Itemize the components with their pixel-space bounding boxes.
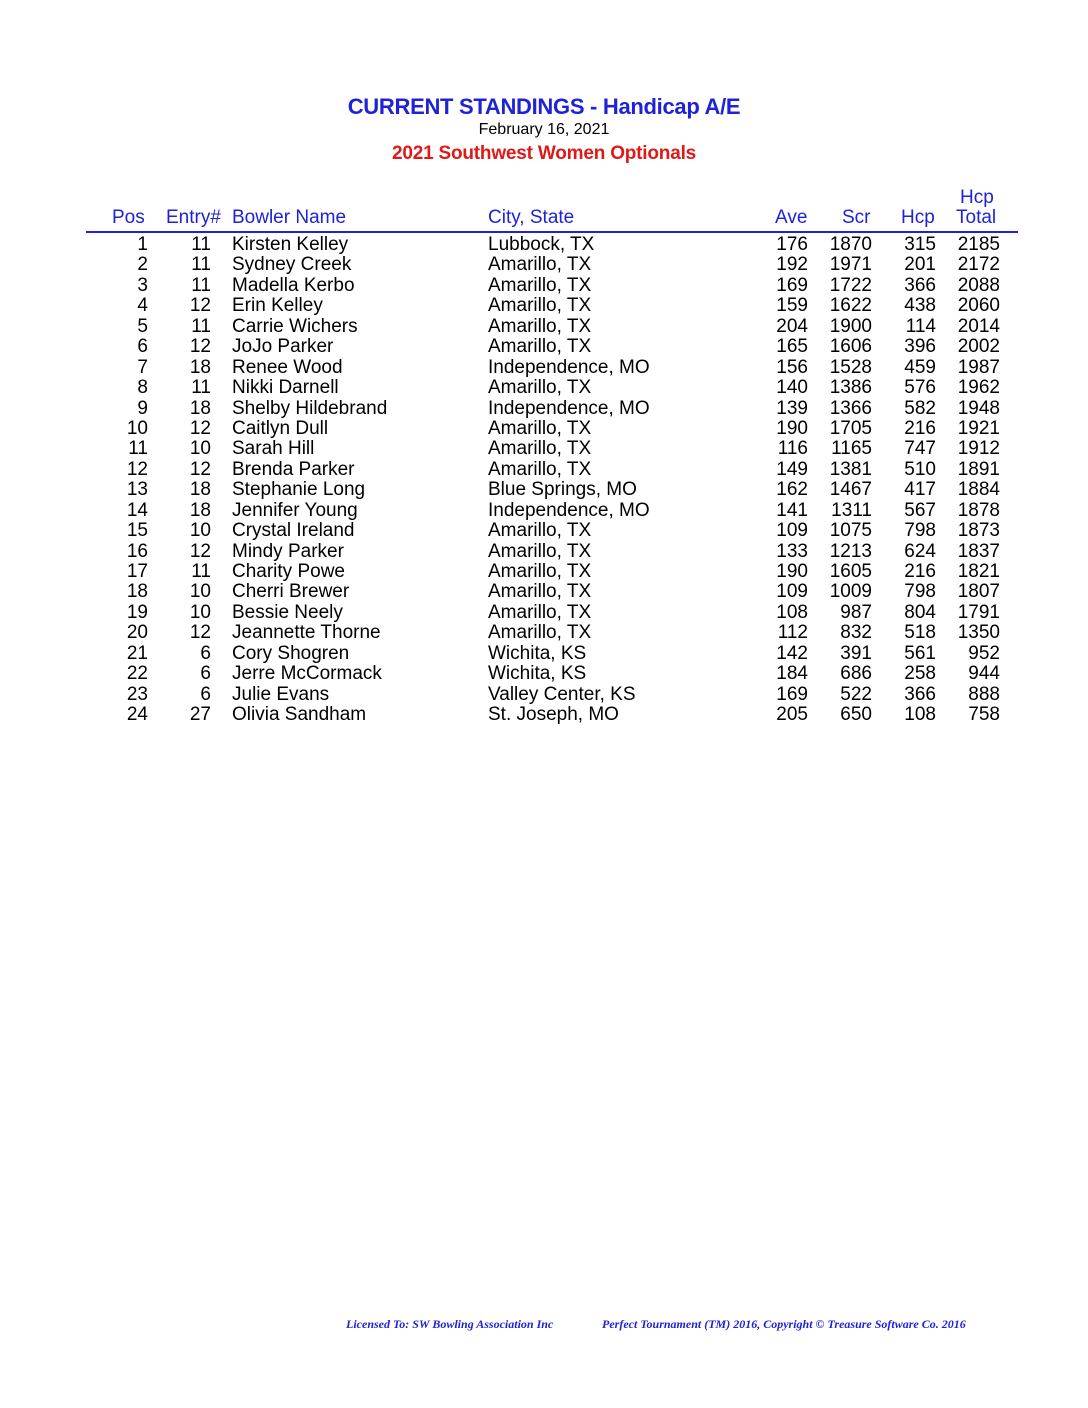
cell-handicap: 561 xyxy=(904,642,936,664)
cell-entry: 11 xyxy=(191,254,211,276)
cell-entry: 6 xyxy=(200,642,211,664)
cell-pos: 14 xyxy=(126,499,148,521)
cell-pos: 2 xyxy=(137,254,148,276)
cell-pos: 9 xyxy=(137,397,148,419)
cell-city-state: Amarillo, TX xyxy=(488,274,592,296)
cell-hcp-total: 1791 xyxy=(957,601,1000,623)
cell-hcp-total: 1948 xyxy=(957,397,1000,419)
cell-hcp-total: 1921 xyxy=(957,417,1000,439)
table-row xyxy=(0,439,1088,459)
column-header-ave: Ave xyxy=(775,207,808,228)
cell-average: 133 xyxy=(776,540,808,562)
table-row xyxy=(0,644,1088,664)
cell-average: 139 xyxy=(776,397,808,419)
copyright-text: Perfect Tournament (TM) 2016, Copyright © Treasure Software Co. 2016 xyxy=(602,1317,966,1331)
cell-handicap: 201 xyxy=(904,254,936,276)
cell-hcp-total: 1912 xyxy=(957,438,1000,460)
cell-city-state: Amarillo, TX xyxy=(488,540,592,562)
cell-scratch: 1722 xyxy=(829,274,872,296)
cell-handicap: 216 xyxy=(904,561,936,582)
cell-average: 162 xyxy=(776,479,808,501)
cell-hcp-total: 2172 xyxy=(957,254,1000,276)
table-row xyxy=(0,623,1088,643)
cell-bowler-name: Cory Shogren xyxy=(232,642,350,664)
cell-scratch: 1386 xyxy=(829,377,872,399)
table-row xyxy=(0,480,1088,500)
cell-pos: 19 xyxy=(126,601,148,623)
cell-handicap: 804 xyxy=(904,601,936,623)
cell-pos: 20 xyxy=(126,622,148,644)
cell-entry: 18 xyxy=(189,479,211,501)
cell-handicap: 438 xyxy=(904,295,936,317)
cell-bowler-name: JoJo Parker xyxy=(232,336,334,358)
cell-handicap: 510 xyxy=(904,458,936,480)
cell-pos: 5 xyxy=(137,315,148,337)
cell-average: 169 xyxy=(776,274,808,296)
cell-city-state: Wichita, KS xyxy=(488,663,587,685)
cell-scratch: 1900 xyxy=(829,315,872,337)
cell-pos: 11 xyxy=(128,438,148,460)
cell-bowler-name: Charity Powe xyxy=(232,561,345,582)
cell-city-state: Lubbock, TX xyxy=(488,234,595,255)
cell-average: 169 xyxy=(776,683,808,705)
cell-city-state: St. Joseph, MO xyxy=(488,704,619,726)
cell-hcp-total: 1987 xyxy=(957,356,1000,378)
cell-entry: 11 xyxy=(191,377,211,399)
cell-city-state: Amarillo, TX xyxy=(488,438,592,460)
cell-scratch: 832 xyxy=(840,622,872,644)
cell-city-state: Independence, MO xyxy=(488,397,650,419)
cell-handicap: 108 xyxy=(904,704,936,726)
cell-bowler-name: Jennifer Young xyxy=(232,499,358,521)
cell-hcp-total: 1873 xyxy=(957,520,1000,542)
cell-bowler-name: Nikki Darnell xyxy=(232,377,339,399)
cell-scratch: 1009 xyxy=(829,581,872,603)
cell-hcp-total: 944 xyxy=(968,663,1000,685)
cell-bowler-name: Mindy Parker xyxy=(232,540,344,562)
cell-scratch: 1705 xyxy=(829,417,872,439)
cell-handicap: 366 xyxy=(904,683,936,705)
cell-bowler-name: Madella Kerbo xyxy=(232,274,355,296)
cell-scratch: 1165 xyxy=(831,438,872,460)
cell-pos: 1 xyxy=(137,234,148,255)
cell-hcp-total: 952 xyxy=(968,642,1000,664)
cell-city-state: Independence, MO xyxy=(488,356,650,378)
tournament-name: 2021 Southwest Women Optionals xyxy=(391,143,697,164)
cell-handicap: 624 xyxy=(904,540,936,562)
cell-bowler-name: Jerre McCormack xyxy=(232,663,382,685)
cell-bowler-name: Crystal Ireland xyxy=(232,520,355,542)
table-row xyxy=(0,296,1088,316)
cell-city-state: Amarillo, TX xyxy=(488,601,592,623)
cell-entry: 10 xyxy=(189,601,211,623)
table-row xyxy=(0,664,1088,684)
cell-city-state: Amarillo, TX xyxy=(488,315,592,337)
table-row xyxy=(0,235,1088,255)
cell-city-state: Amarillo, TX xyxy=(488,254,592,276)
cell-scratch: 1622 xyxy=(829,295,872,317)
table-row xyxy=(0,705,1088,725)
cell-handicap: 366 xyxy=(904,274,936,296)
cell-average: 204 xyxy=(776,315,808,337)
cell-scratch: 1467 xyxy=(829,479,872,501)
cell-city-state: Amarillo, TX xyxy=(488,377,592,399)
cell-bowler-name: Kirsten Kelley xyxy=(232,234,349,255)
cell-handicap: 747 xyxy=(904,438,936,460)
cell-average: 109 xyxy=(776,581,808,603)
cell-pos: 22 xyxy=(126,663,148,685)
cell-bowler-name: Carrie Wichers xyxy=(232,315,358,337)
cell-pos: 7 xyxy=(137,356,148,378)
cell-pos: 13 xyxy=(126,479,148,501)
cell-average: 112 xyxy=(777,622,808,644)
cell-city-state: Amarillo, TX xyxy=(488,417,592,439)
cell-average: 140 xyxy=(776,377,808,399)
cell-average: 156 xyxy=(776,356,808,378)
header-divider xyxy=(86,231,1018,233)
table-row xyxy=(0,378,1088,398)
cell-average: 205 xyxy=(776,704,808,726)
cell-hcp-total: 1891 xyxy=(957,458,1000,480)
license-text: Licensed To: SW Bowling Association Inc xyxy=(346,1317,554,1331)
cell-pos: 17 xyxy=(126,561,148,582)
cell-scratch: 1606 xyxy=(829,336,872,358)
cell-hcp-total: 1350 xyxy=(957,622,1000,644)
cell-bowler-name: Bessie Neely xyxy=(232,601,343,623)
cell-scratch: 686 xyxy=(840,663,872,685)
cell-scratch: 1971 xyxy=(829,254,872,276)
cell-entry: 18 xyxy=(189,499,211,521)
cell-handicap: 567 xyxy=(904,499,936,521)
cell-entry: 10 xyxy=(189,581,211,603)
standings-table xyxy=(0,235,1088,726)
cell-scratch: 1870 xyxy=(829,234,872,255)
cell-bowler-name: Renee Wood xyxy=(232,356,343,378)
cell-city-state: Amarillo, TX xyxy=(488,458,592,480)
cell-bowler-name: Cherri Brewer xyxy=(232,581,350,603)
cell-entry: 11 xyxy=(191,561,211,582)
cell-average: 159 xyxy=(776,295,808,317)
cell-handicap: 582 xyxy=(904,397,936,419)
cell-bowler-name: Stephanie Long xyxy=(232,479,366,501)
cell-entry: 10 xyxy=(189,438,211,460)
cell-bowler-name: Erin Kelley xyxy=(232,295,323,317)
cell-entry: 12 xyxy=(189,295,211,317)
cell-bowler-name: Brenda Parker xyxy=(232,458,355,480)
cell-entry: 12 xyxy=(189,458,211,480)
column-header-scr: Scr xyxy=(842,207,871,228)
cell-hcp-total: 2014 xyxy=(957,315,1000,337)
cell-entry: 12 xyxy=(189,622,211,644)
cell-scratch: 1075 xyxy=(829,520,872,542)
cell-average: 192 xyxy=(776,254,808,276)
cell-pos: 16 xyxy=(126,540,148,562)
cell-handicap: 396 xyxy=(904,336,936,358)
cell-city-state: Wichita, KS xyxy=(488,642,587,664)
cell-pos: 24 xyxy=(126,704,148,726)
cell-scratch: 987 xyxy=(840,601,872,623)
cell-average: 108 xyxy=(776,601,808,623)
table-row xyxy=(0,582,1088,602)
cell-bowler-name: Shelby Hildebrand xyxy=(232,397,388,419)
column-header-pos: Pos xyxy=(112,207,145,228)
cell-city-state: Amarillo, TX xyxy=(488,295,592,317)
cell-scratch: 650 xyxy=(840,704,872,726)
column-header-entry: Entry# xyxy=(166,207,221,228)
cell-entry: 12 xyxy=(189,540,211,562)
cell-average: 116 xyxy=(777,438,808,460)
cell-city-state: Amarillo, TX xyxy=(488,561,592,582)
column-header-total-top: Hcp xyxy=(960,187,994,208)
cell-city-state: Amarillo, TX xyxy=(488,520,592,542)
report-date: February 16, 2021 xyxy=(478,121,610,138)
cell-average: 142 xyxy=(776,642,808,664)
cell-pos: 18 xyxy=(126,581,148,603)
cell-city-state: Independence, MO xyxy=(488,499,650,521)
cell-entry: 18 xyxy=(189,397,211,419)
cell-scratch: 1605 xyxy=(829,561,872,582)
cell-scratch: 1311 xyxy=(831,499,872,521)
table-row xyxy=(0,358,1088,378)
cell-scratch: 1528 xyxy=(829,356,872,378)
cell-bowler-name: Olivia Sandham xyxy=(232,704,367,726)
cell-pos: 10 xyxy=(126,417,148,439)
cell-bowler-name: Julie Evans xyxy=(232,683,330,705)
cell-city-state: Blue Springs, MO xyxy=(488,479,637,501)
cell-hcp-total: 2088 xyxy=(957,274,1000,296)
cell-average: 141 xyxy=(776,499,808,521)
cell-pos: 15 xyxy=(126,520,148,542)
cell-bowler-name: Sarah Hill xyxy=(232,438,315,460)
cell-average: 184 xyxy=(776,663,808,685)
cell-hcp-total: 1878 xyxy=(957,499,1000,521)
cell-pos: 6 xyxy=(137,336,148,358)
cell-average: 190 xyxy=(776,417,808,439)
table-row xyxy=(0,337,1088,357)
table-row xyxy=(0,276,1088,296)
cell-bowler-name: Jeannette Thorne xyxy=(232,622,381,644)
cell-average: 149 xyxy=(776,458,808,480)
cell-hcp-total: 2002 xyxy=(957,336,1000,358)
page-title: CURRENT STANDINGS - Handicap A/E xyxy=(347,94,741,119)
cell-hcp-total: 1807 xyxy=(957,581,1000,603)
cell-pos: 12 xyxy=(126,458,148,480)
cell-handicap: 315 xyxy=(904,234,936,255)
cell-handicap: 216 xyxy=(904,417,936,439)
cell-handicap: 114 xyxy=(905,315,936,337)
cell-handicap: 798 xyxy=(904,520,936,542)
cell-entry: 6 xyxy=(200,683,211,705)
cell-city-state: Valley Center, KS xyxy=(488,683,636,705)
cell-average: 165 xyxy=(776,336,808,358)
table-row xyxy=(0,521,1088,541)
table-row xyxy=(0,460,1088,480)
cell-city-state: Amarillo, TX xyxy=(488,336,592,358)
cell-pos: 23 xyxy=(126,683,148,705)
cell-hcp-total: 2185 xyxy=(957,234,1000,255)
cell-entry: 10 xyxy=(189,520,211,542)
cell-city-state: Amarillo, TX xyxy=(488,622,592,644)
cell-entry: 12 xyxy=(189,417,211,439)
table-row xyxy=(0,317,1088,337)
table-row xyxy=(0,255,1088,275)
cell-scratch: 1213 xyxy=(829,540,872,562)
cell-hcp-total: 1962 xyxy=(957,377,1000,399)
cell-entry: 27 xyxy=(189,704,211,726)
column-header-city: City, State xyxy=(488,207,575,228)
cell-entry: 11 xyxy=(191,234,211,255)
cell-scratch: 1366 xyxy=(829,397,872,419)
cell-entry: 11 xyxy=(191,315,211,337)
table-row xyxy=(0,501,1088,521)
cell-pos: 4 xyxy=(137,295,148,317)
cell-hcp-total: 2060 xyxy=(957,295,1000,317)
cell-entry: 12 xyxy=(189,336,211,358)
cell-hcp-total: 1884 xyxy=(957,479,1000,501)
cell-entry: 6 xyxy=(200,663,211,685)
cell-bowler-name: Sydney Creek xyxy=(232,254,352,276)
cell-hcp-total: 888 xyxy=(968,683,1000,705)
cell-bowler-name: Caitlyn Dull xyxy=(232,417,329,439)
table-row xyxy=(0,603,1088,623)
column-header-total: Total xyxy=(956,207,997,228)
cell-handicap: 518 xyxy=(904,622,936,644)
cell-pos: 3 xyxy=(137,274,148,296)
cell-handicap: 459 xyxy=(904,356,936,378)
cell-average: 109 xyxy=(776,520,808,542)
table-row xyxy=(0,419,1088,439)
column-header-name: Bowler Name xyxy=(232,207,347,228)
cell-average: 190 xyxy=(776,561,808,582)
cell-scratch: 391 xyxy=(840,642,872,664)
cell-handicap: 798 xyxy=(904,581,936,603)
table-row xyxy=(0,562,1088,582)
cell-handicap: 258 xyxy=(904,663,936,685)
cell-handicap: 576 xyxy=(904,377,936,399)
cell-handicap: 417 xyxy=(904,479,936,501)
cell-scratch: 1381 xyxy=(829,458,872,480)
table-row xyxy=(0,542,1088,562)
cell-city-state: Amarillo, TX xyxy=(488,581,592,603)
column-header-hcp: Hcp xyxy=(901,207,935,228)
cell-pos: 8 xyxy=(137,377,148,399)
cell-entry: 11 xyxy=(191,274,211,296)
cell-pos: 21 xyxy=(126,642,148,664)
cell-average: 176 xyxy=(776,234,808,255)
cell-scratch: 522 xyxy=(840,683,872,705)
table-row xyxy=(0,399,1088,419)
cell-entry: 18 xyxy=(189,356,211,378)
cell-hcp-total: 758 xyxy=(968,704,1000,726)
table-row xyxy=(0,685,1088,705)
cell-hcp-total: 1821 xyxy=(957,561,1000,582)
cell-hcp-total: 1837 xyxy=(957,540,1000,562)
